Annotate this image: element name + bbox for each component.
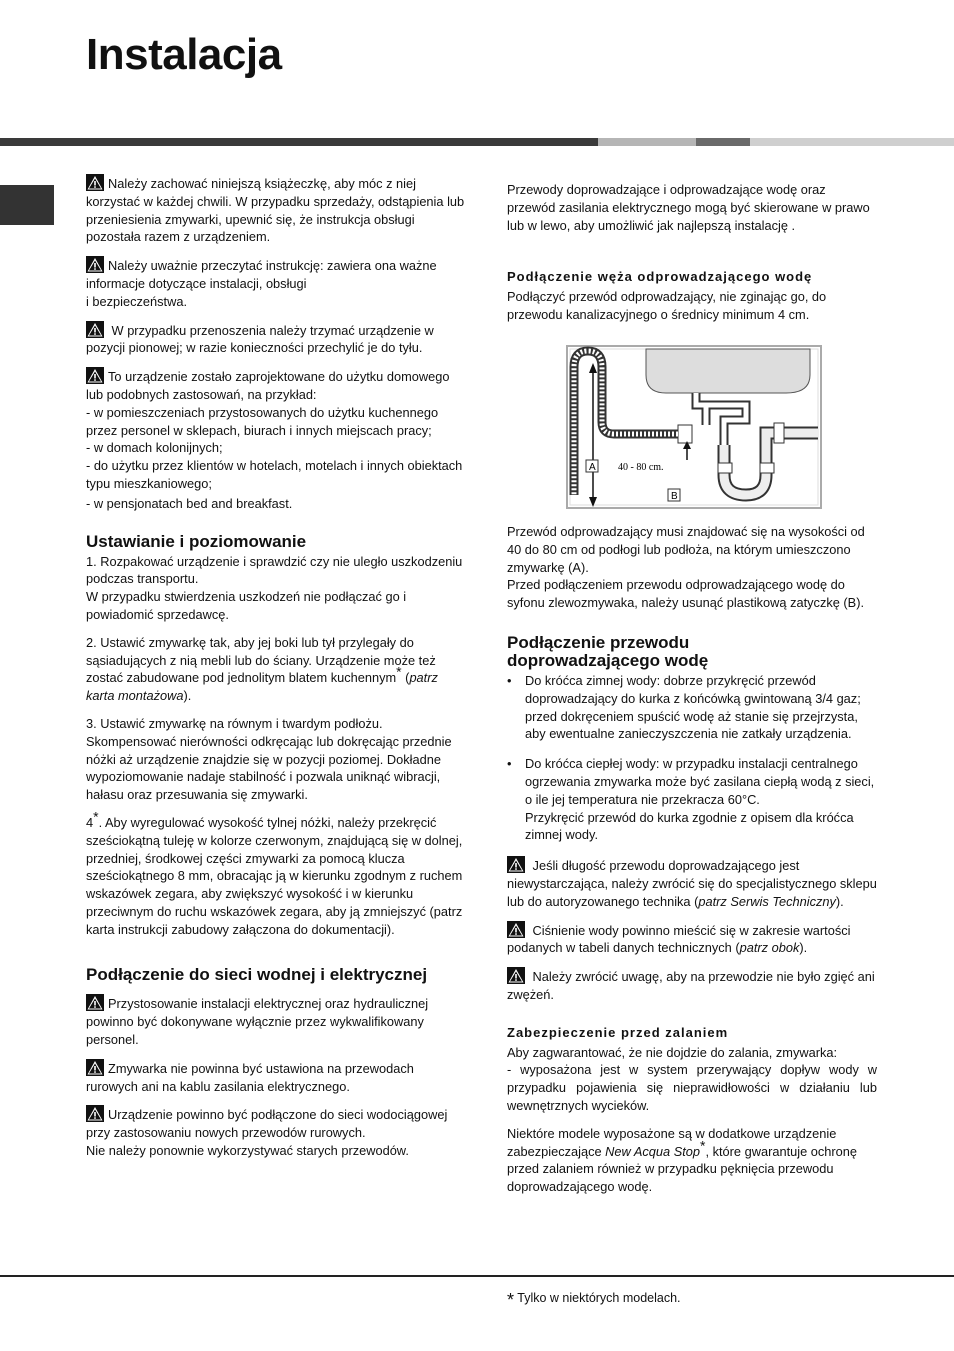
left-column [86, 174, 466, 1170]
use-item: - w pomieszczeniach przystosowanych do użytku kuchennego przez personel w sklepach, biurach i innych miejscach pracy; [86, 404, 439, 438]
right-column-bottom [507, 523, 877, 1206]
right-column-top [507, 181, 877, 334]
drain-text: Podłączyć przewód odprowadzający, nie zginając go, do przewodu kanalizacyjnego o średnicy minimum 4 cm. [507, 289, 827, 322]
supply-list [507, 672, 877, 844]
page-title: Instalacja [86, 30, 282, 79]
warning-pressure: Ciśnienie wody powinno mieścić się w zakresie wartości podanych w tabeli danych technicznych (patrz obok). [507, 922, 851, 956]
flood-heading: Zabezpieczenie przed zalaniem [507, 1024, 729, 1040]
list-item: • Do króćca zimnej wody: dobrze przykręcić przewód doprowadzający do kurka z końcówką gwintowaną 3/4 gaz; przed dokręceniem spuścić wodę aż stanie się przejrzysta, aby ewentualne zanieczyszczenia nie zatkały urządzenia. [507, 672, 861, 742]
use-item: - do użytku przez klientów w hotelach, motelach i innych obiektach typu mieszkaniowego; [86, 458, 463, 491]
header-bar-lighter [750, 138, 954, 146]
leveling-step-4: 4*. Aby wyregulować wysokość tylnej nóżki, należy przekręcić sześciokątną tuleję w kolorze czerwonym, znajdującą się w dolnej, przedniej, środkowej części zmywarki za pomocą klucza sześciokątnego 8 mm, obracając ją w kierunku zgodnym z ruchem wskazówek zegara, aby zwiększyć wysokość i w kierunku przeciwnym do ruchu wskazówek zegara, aby ją zmniejszyć (patrz karta instrukcji zabudowy załączona do dokumentacji). [86, 808, 463, 937]
supply-heading: Podłączenie przewodu doprowadzającego wodę [507, 632, 709, 670]
drain-hose-diagram [566, 345, 822, 509]
flood-text-3: Niektóre modele wyposażone są w dodatkowe urządzenie zabezpieczające New Acqua Stop*, które gwarantuje ochronę przed zalaniem również w przypadku pęknięcia przewodu doprowadzającego wodę. [507, 1125, 858, 1195]
warning-cables: Zmywarka nie powinna być ustawiona na przewodach rurowych ani na kablu zasilania elektrycznego. [86, 1060, 414, 1094]
warning-icon [507, 967, 525, 984]
warning-read-manual: Należy uważnie przeczytać instrukcję: zawiera ona ważne informacje dotyczące instalacji, obsługi i bezpieczeństwa. [86, 258, 437, 309]
section-heading-connection: Podłączenie do sieci wodnej i elektrycznej [86, 965, 428, 985]
warning-hose-length: Jeśli długość przewodu doprowadzającego jest niewystarczająca, należy zwrócić się do specjalistycznego sklepu lub do autoryzowanego technika (patrz Serwis Techniczny). [507, 858, 877, 909]
hoses-direction-text: Przewody doprowadzające i odprowadzające wodę oraz przewód zasilania elektrycznego mogą być skierowane w prawo lub w lewo, aby umożliwić jak najlepszą instalację . [507, 182, 870, 233]
warning-transport: W przypadku przenoszenia należy trzymać urządzenie w pozycji pionowej; w razie konieczności przechylić je do tyłu. [86, 322, 434, 356]
warning-icon [86, 367, 104, 384]
flood-text-1: Aby zagwarantować, że nie dojdzie do zalania, zmywarka: [507, 1044, 838, 1060]
warning-keep-manual: Należy zachować niniejszą książeczkę, aby móc z niej korzystać w każdej chwili. W przypadku sprzedaży, odstąpienia lub przeniesienia zmywarki, upewnić się, że instrukcja obsługi pozostała razem z urządzeniem. [86, 176, 465, 245]
figure-label-b: B [671, 491, 678, 502]
warning-icon [507, 856, 525, 873]
header-bar-light [598, 138, 696, 146]
list-item: • Do króćca ciepłej wody: w przypadku instalacji centralnego ogrzewania zmywarka może być zasilana ciepłą wodą z sieci, o ile jej temperatura nie przekracza 60°C. Przykręcić przewód do kurka zgodnie z opisem dla króćca zimnej wody. [507, 756, 875, 843]
old-hoses-note: Nie należy ponownie wykorzystywać starych przewodów. [86, 1143, 409, 1159]
warning-icon [86, 256, 104, 273]
warning-icon [507, 921, 525, 938]
use-item: - w domach kolonijnych; [86, 440, 223, 456]
warning-icon [86, 321, 104, 338]
warning-icon [86, 174, 104, 191]
use-item: - w pensjonatach bed and breakfast. [86, 495, 293, 511]
footer-rule [0, 1275, 954, 1277]
drain-height-text: Przewód odprowadzający musi znajdować się na wysokości od 40 do 80 cm od podłogi lub podłoża, na którym umieszczono zmywarkę (A). [507, 524, 865, 575]
leveling-step-1: 1. Rozpakować urządzenie i sprawdzić czy nie uległo uszkodzeniu podczas transportu. [86, 553, 463, 587]
flood-text-2: - wyposażona jest w system przerywający dopływ wody w przypadku pojawienia się nieprawidłowości w działaniu lub wewnętrznych wycieków. [507, 1062, 877, 1113]
header-bar-mid [696, 138, 750, 146]
drain-heading: Podłączenie węża odprowadzającego wodę [507, 269, 813, 285]
warning-icon [86, 1105, 104, 1122]
warning-qualified-personnel: Przystosowanie instalacji elektrycznej oraz hydraulicznej powinno być dokonywane wyłącznie przez wykwalifikowany personel. [86, 996, 429, 1048]
figure-measure: 40 - 80 cm. [618, 462, 664, 473]
language-tab [0, 185, 54, 225]
warning-icon [86, 1059, 104, 1076]
leveling-step-2: 2. Ustawić zmywarkę tak, aby jej boki lub tył przylegały do sąsiadujących z nią mebli lub do ściany. Urządzenie może też zostać zabudowane pod jednolitym blatem kuchennym* (patrz karta montażowa). [86, 634, 438, 704]
warning-new-hoses: Urządzenie powinno być podłączone do sieci wodociągowej przy zastosowaniu nowych przewodów rurowych. [86, 1107, 448, 1141]
footnote: * Tylko w niektórych modelach. [507, 1290, 681, 1310]
header-bar-dark [0, 138, 598, 146]
section-heading-leveling: Ustawianie i poziomowanie [86, 531, 307, 551]
warning-kinks: Należy zwrócić uwagę, aby na przewodzie nie było zgięć ani zwężeń. [507, 969, 875, 1002]
warning-icon [86, 994, 104, 1011]
warning-intended-use: To urządzenie zostało zaprojektowane do użytku domowego lub podobnych zastosowań, na przykład: [86, 369, 450, 402]
drain-siphon-text: Przed podłączeniem przewodu odprowadzającego wodę do syfonu zlewozmywaka, należy usunąć plastikową zatyczkę (B). [507, 577, 865, 611]
figure-label-a: A [589, 462, 596, 473]
leveling-step-3: 3. Ustawić zmywarkę na równym i twardym podłożu. Skompensować nierówności odkręcając lub dokręcając przednie nóżki aż urządzenie znajdzie się w pozycji poziomej. Dokładne wypoziomowanie nadaje stabilność i pozwala uniknąć wibracji, hałasu oraz przesuwania się zmywarki. [86, 715, 452, 803]
leveling-step-1-note: W przypadku stwierdzenia uszkodzeń nie podłączać go i powiadomić sprzedawcę. [86, 589, 407, 622]
